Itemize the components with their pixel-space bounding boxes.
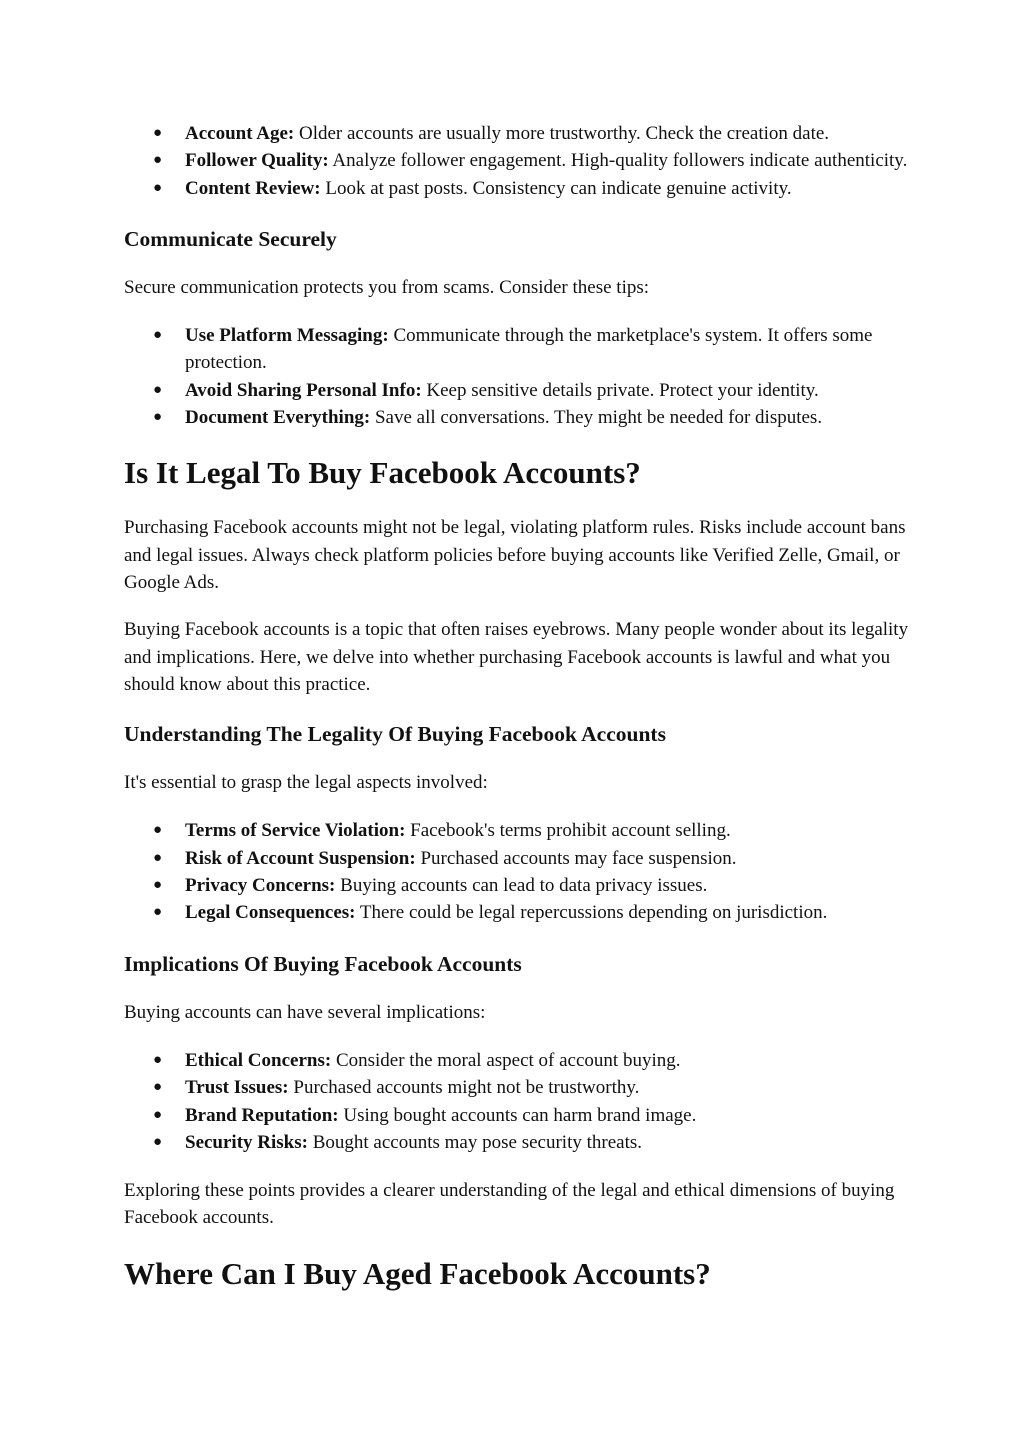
list-item-text: Analyze follower engagement. High-quality followers indicate authenticity. [328, 150, 908, 172]
section-heading: Communicate Securely [124, 226, 337, 251]
list-item [124, 899, 914, 926]
document-page [124, 120, 914, 1294]
bullet-icon: ● [153, 327, 163, 344]
list-item-text: Buying accounts can lead to data privacy issues. [335, 875, 708, 897]
list-item [124, 872, 914, 899]
evaluation-tips-list [124, 120, 914, 202]
list-item-term: Security Risks: [185, 1131, 308, 1153]
bullet-icon: ● [153, 1051, 163, 1068]
list-item-text: Look at past posts. Consistency can indicate genuine activity. [320, 177, 792, 199]
bullet-icon: ● [153, 849, 163, 866]
list-item [124, 1047, 914, 1074]
list-item-term: Brand Reputation: [185, 1104, 339, 1126]
list-item-text: Consider the moral aspect of account buying. [331, 1049, 681, 1071]
list-item-term: Privacy Concerns: [185, 875, 336, 897]
paragraph: Exploring these points provides a clearer understanding of the legal and ethical dimensions of buying Facebook accounts. [124, 1180, 895, 1229]
bullet-icon: ● [153, 1133, 163, 1150]
list-item [124, 377, 914, 404]
list-item-term: Content Review: [185, 177, 321, 199]
list-item-term: Follower Quality: [185, 150, 329, 172]
paragraph: Buying Facebook accounts is a topic that often raises eyebrows. Many people wonder about its legality and implications. Here, we delve into whether purchasing Facebook accounts is lawful and what you should know about this practice. [124, 619, 909, 695]
list-item [124, 1129, 914, 1156]
paragraph: Buying accounts can have several implications: [124, 1001, 486, 1023]
list-item [124, 120, 914, 147]
implications-list [124, 1047, 914, 1156]
list-item-text: Using bought accounts can harm brand image. [338, 1104, 697, 1126]
section-heading: Implications Of Buying Facebook Accounts [124, 951, 522, 976]
section-title: Where Can I Buy Aged Facebook Accounts? [124, 1255, 711, 1291]
list-item-term: Trust Issues: [185, 1077, 289, 1099]
paragraph: It's essential to grasp the legal aspects involved: [124, 772, 488, 794]
list-item [124, 845, 914, 872]
list-item-term: Account Age: [185, 123, 295, 144]
list-item-term: Avoid Sharing Personal Info: [185, 379, 422, 401]
list-item [124, 147, 914, 174]
bullet-icon: ● [153, 877, 163, 894]
bullet-icon: ● [153, 152, 163, 169]
bullet-icon: ● [153, 409, 163, 426]
list-item-text: Facebook's terms prohibit account selling. [405, 820, 731, 842]
list-item-term: Legal Consequences: [185, 902, 356, 924]
list-item [124, 175, 914, 202]
bullet-icon: ● [153, 179, 163, 196]
list-item [124, 817, 914, 844]
list-item [124, 1074, 914, 1101]
list-item-term: Document Everything: [185, 407, 371, 429]
list-item-text: Purchased accounts might not be trustworthy. [288, 1077, 640, 1099]
bullet-icon: ● [153, 1079, 163, 1096]
paragraph: Secure communication protects you from scams. Consider these tips: [124, 276, 650, 298]
list-item-term: Use Platform Messaging: [185, 325, 389, 347]
list-item-term: Terms of Service Violation: [185, 820, 406, 842]
list-item [124, 404, 914, 431]
list-item-text: Save all conversations. They might be needed for disputes. [370, 407, 823, 429]
bullet-icon: ● [153, 125, 163, 141]
list-item-text: Keep sensitive details private. Protect your identity. [421, 379, 819, 401]
bullet-icon: ● [153, 381, 163, 398]
list-item-text: Communicate through the marketplace's system. It offers some protection. [185, 325, 873, 374]
list-item-term: Risk of Account Suspension: [185, 847, 416, 869]
list-item-term: Ethical Concerns: [185, 1049, 332, 1071]
list-item-text: Older accounts are usually more trustworthy. Check the creation date. [294, 123, 830, 144]
list-item-text: Bought accounts may pose security threats. [307, 1131, 642, 1153]
paragraph: Purchasing Facebook accounts might not be legal, violating platform rules. Risks include account bans and legal issues. Always check platform policies before buying accounts like Verified Zelle, Gmail, or Google Ads. [124, 517, 906, 593]
bullet-icon: ● [153, 1106, 163, 1123]
list-item-text: Purchased accounts may face suspension. [415, 847, 737, 869]
bullet-icon: ● [153, 822, 163, 839]
section-heading: Understanding The Legality Of Buying Facebook Accounts [124, 722, 666, 747]
list-item [124, 1102, 914, 1129]
bullet-icon: ● [153, 904, 163, 921]
section-title: Is It Legal To Buy Facebook Accounts? [124, 455, 641, 491]
communication-tips-list [124, 322, 914, 431]
list-item-text: There could be legal repercussions depending on jurisdiction. [355, 902, 828, 924]
list-item [124, 322, 914, 377]
legal-aspects-list [124, 817, 914, 926]
